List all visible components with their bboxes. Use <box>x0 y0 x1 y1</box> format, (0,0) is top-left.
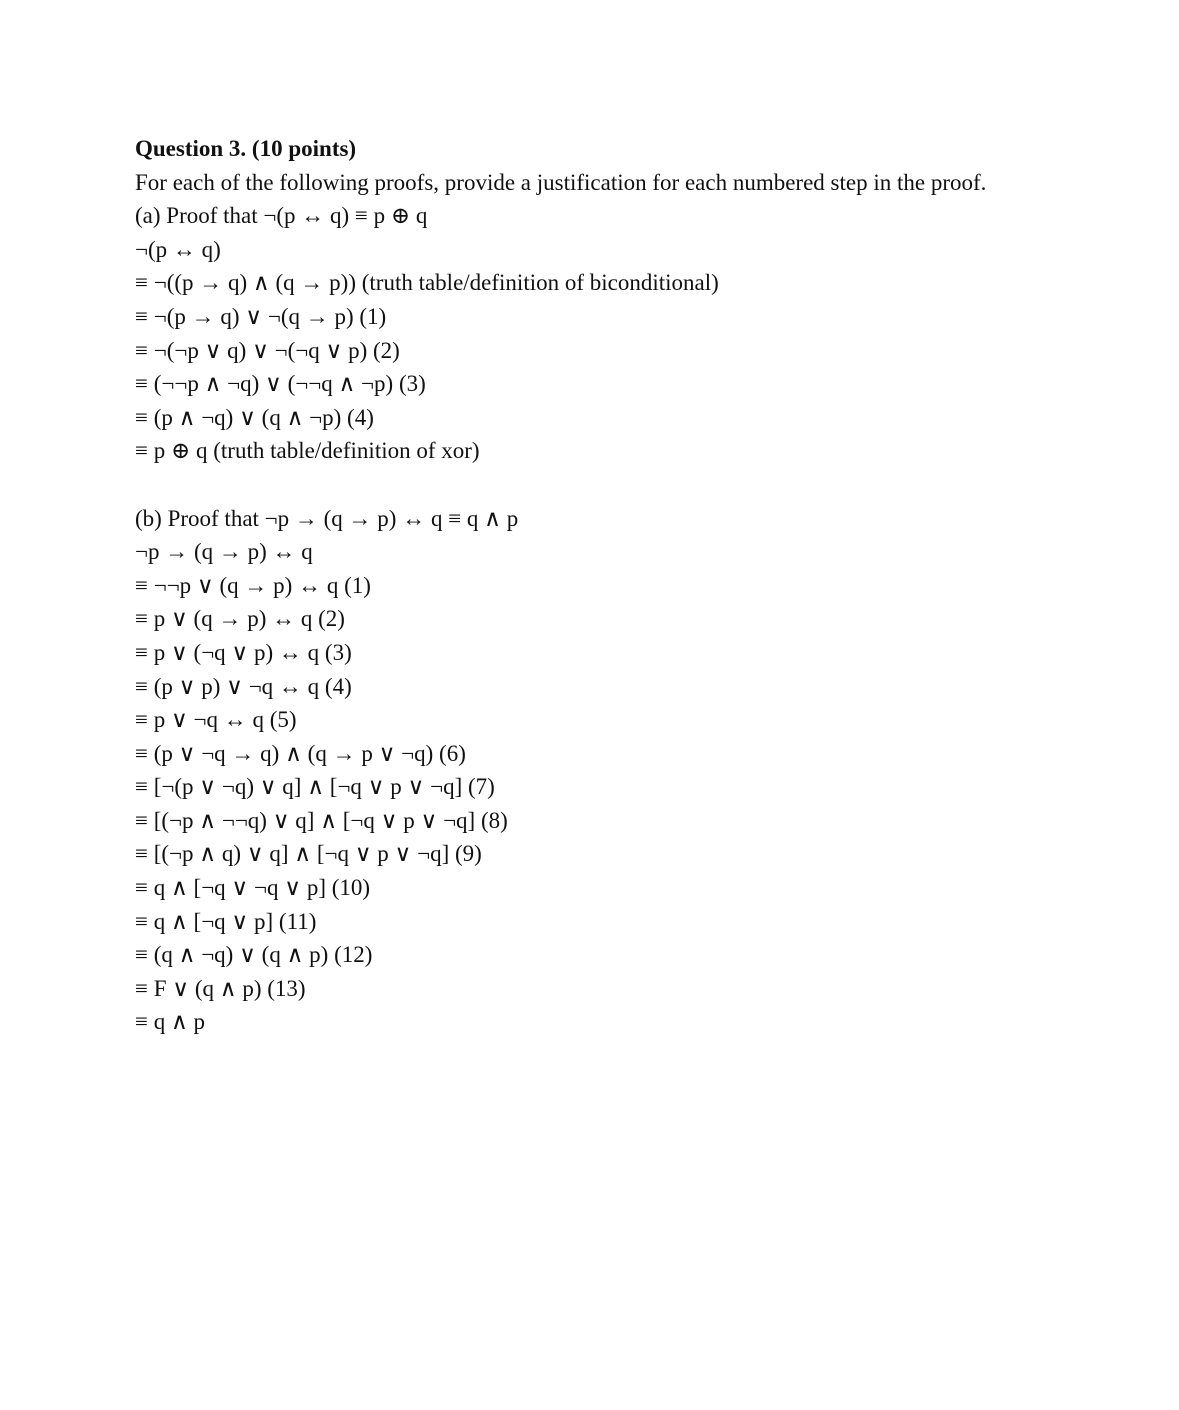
section-spacer <box>135 468 1135 502</box>
proof-line: ≡ q ∧ [¬q ∨ p] (11) <box>135 908 317 934</box>
proof-line: ≡ ¬(¬p ∨ q) ∨ ¬(¬q ∨ p) (2) <box>135 337 400 363</box>
proof-line: ≡ [¬(p ∨ ¬q) ∨ q] ∧ [¬q ∨ p ∨ ¬q] (7) <box>135 774 495 800</box>
question-title: Question 3. (10 points) <box>135 136 357 161</box>
part-b-heading: (b) Proof that ¬p → (q → p) ↔ q ≡ q ∧ p <box>135 505 519 531</box>
proof-line: ¬p → (q → p) ↔ q <box>135 539 313 565</box>
proof-line: ≡ p ∨ ¬q ↔ q (5) <box>135 707 297 733</box>
proof-line: ≡ [(¬p ∧ q) ∨ q] ∧ [¬q ∨ p ∨ ¬q] (9) <box>135 841 482 867</box>
proof-line: ≡ p ∨ (q → p) ↔ q (2) <box>135 606 345 632</box>
proof-line: ≡ ¬¬p ∨ (q → p) ↔ q (1) <box>135 572 371 598</box>
proof-line: ≡ q ∧ p <box>135 1009 206 1035</box>
part-a-heading: (a) Proof that ¬(p ↔ q) ≡ p ⊕ q <box>135 203 428 229</box>
question-instructions: For each of the following proofs, provide a justification for each numbered step in the proof. <box>135 169 987 195</box>
proof-line: ≡ F ∨ (q ∧ p) (13) <box>135 975 306 1001</box>
proof-line: ≡ [(¬p ∧ ¬¬q) ∨ q] ∧ [¬q ∨ p ∨ ¬q] (8) <box>135 807 508 833</box>
proof-line: ¬(p ↔ q) <box>135 236 221 262</box>
proof-line: ≡ (p ∧ ¬q) ∨ (q ∧ ¬p) (4) <box>135 404 374 430</box>
part-b-proof <box>135 535 1135 1039</box>
proof-line: ≡ p ⊕ q (truth table/definition of xor) <box>135 438 480 464</box>
proof-line: ≡ p ∨ (¬q ∨ p) ↔ q (3) <box>135 639 352 665</box>
proof-line: ≡ ¬((p → q) ∧ (q → p)) (truth table/definition of biconditional) <box>135 270 719 296</box>
document-page <box>135 132 1135 1039</box>
proof-line: ≡ q ∧ [¬q ∨ ¬q ∨ p] (10) <box>135 875 371 901</box>
proof-line: ≡ (p ∨ p) ∨ ¬q ↔ q (4) <box>135 673 352 699</box>
part-a-proof <box>135 233 1135 468</box>
proof-line: ≡ (q ∧ ¬q) ∨ (q ∧ p) (12) <box>135 942 373 968</box>
proof-line: ≡ ¬(p → q) ∨ ¬(q → p) (1) <box>135 303 387 329</box>
proof-line: ≡ (¬¬p ∧ ¬q) ∨ (¬¬q ∧ ¬p) (3) <box>135 371 426 397</box>
proof-line: ≡ (p ∨ ¬q → q) ∧ (q → p ∨ ¬q) (6) <box>135 740 466 766</box>
